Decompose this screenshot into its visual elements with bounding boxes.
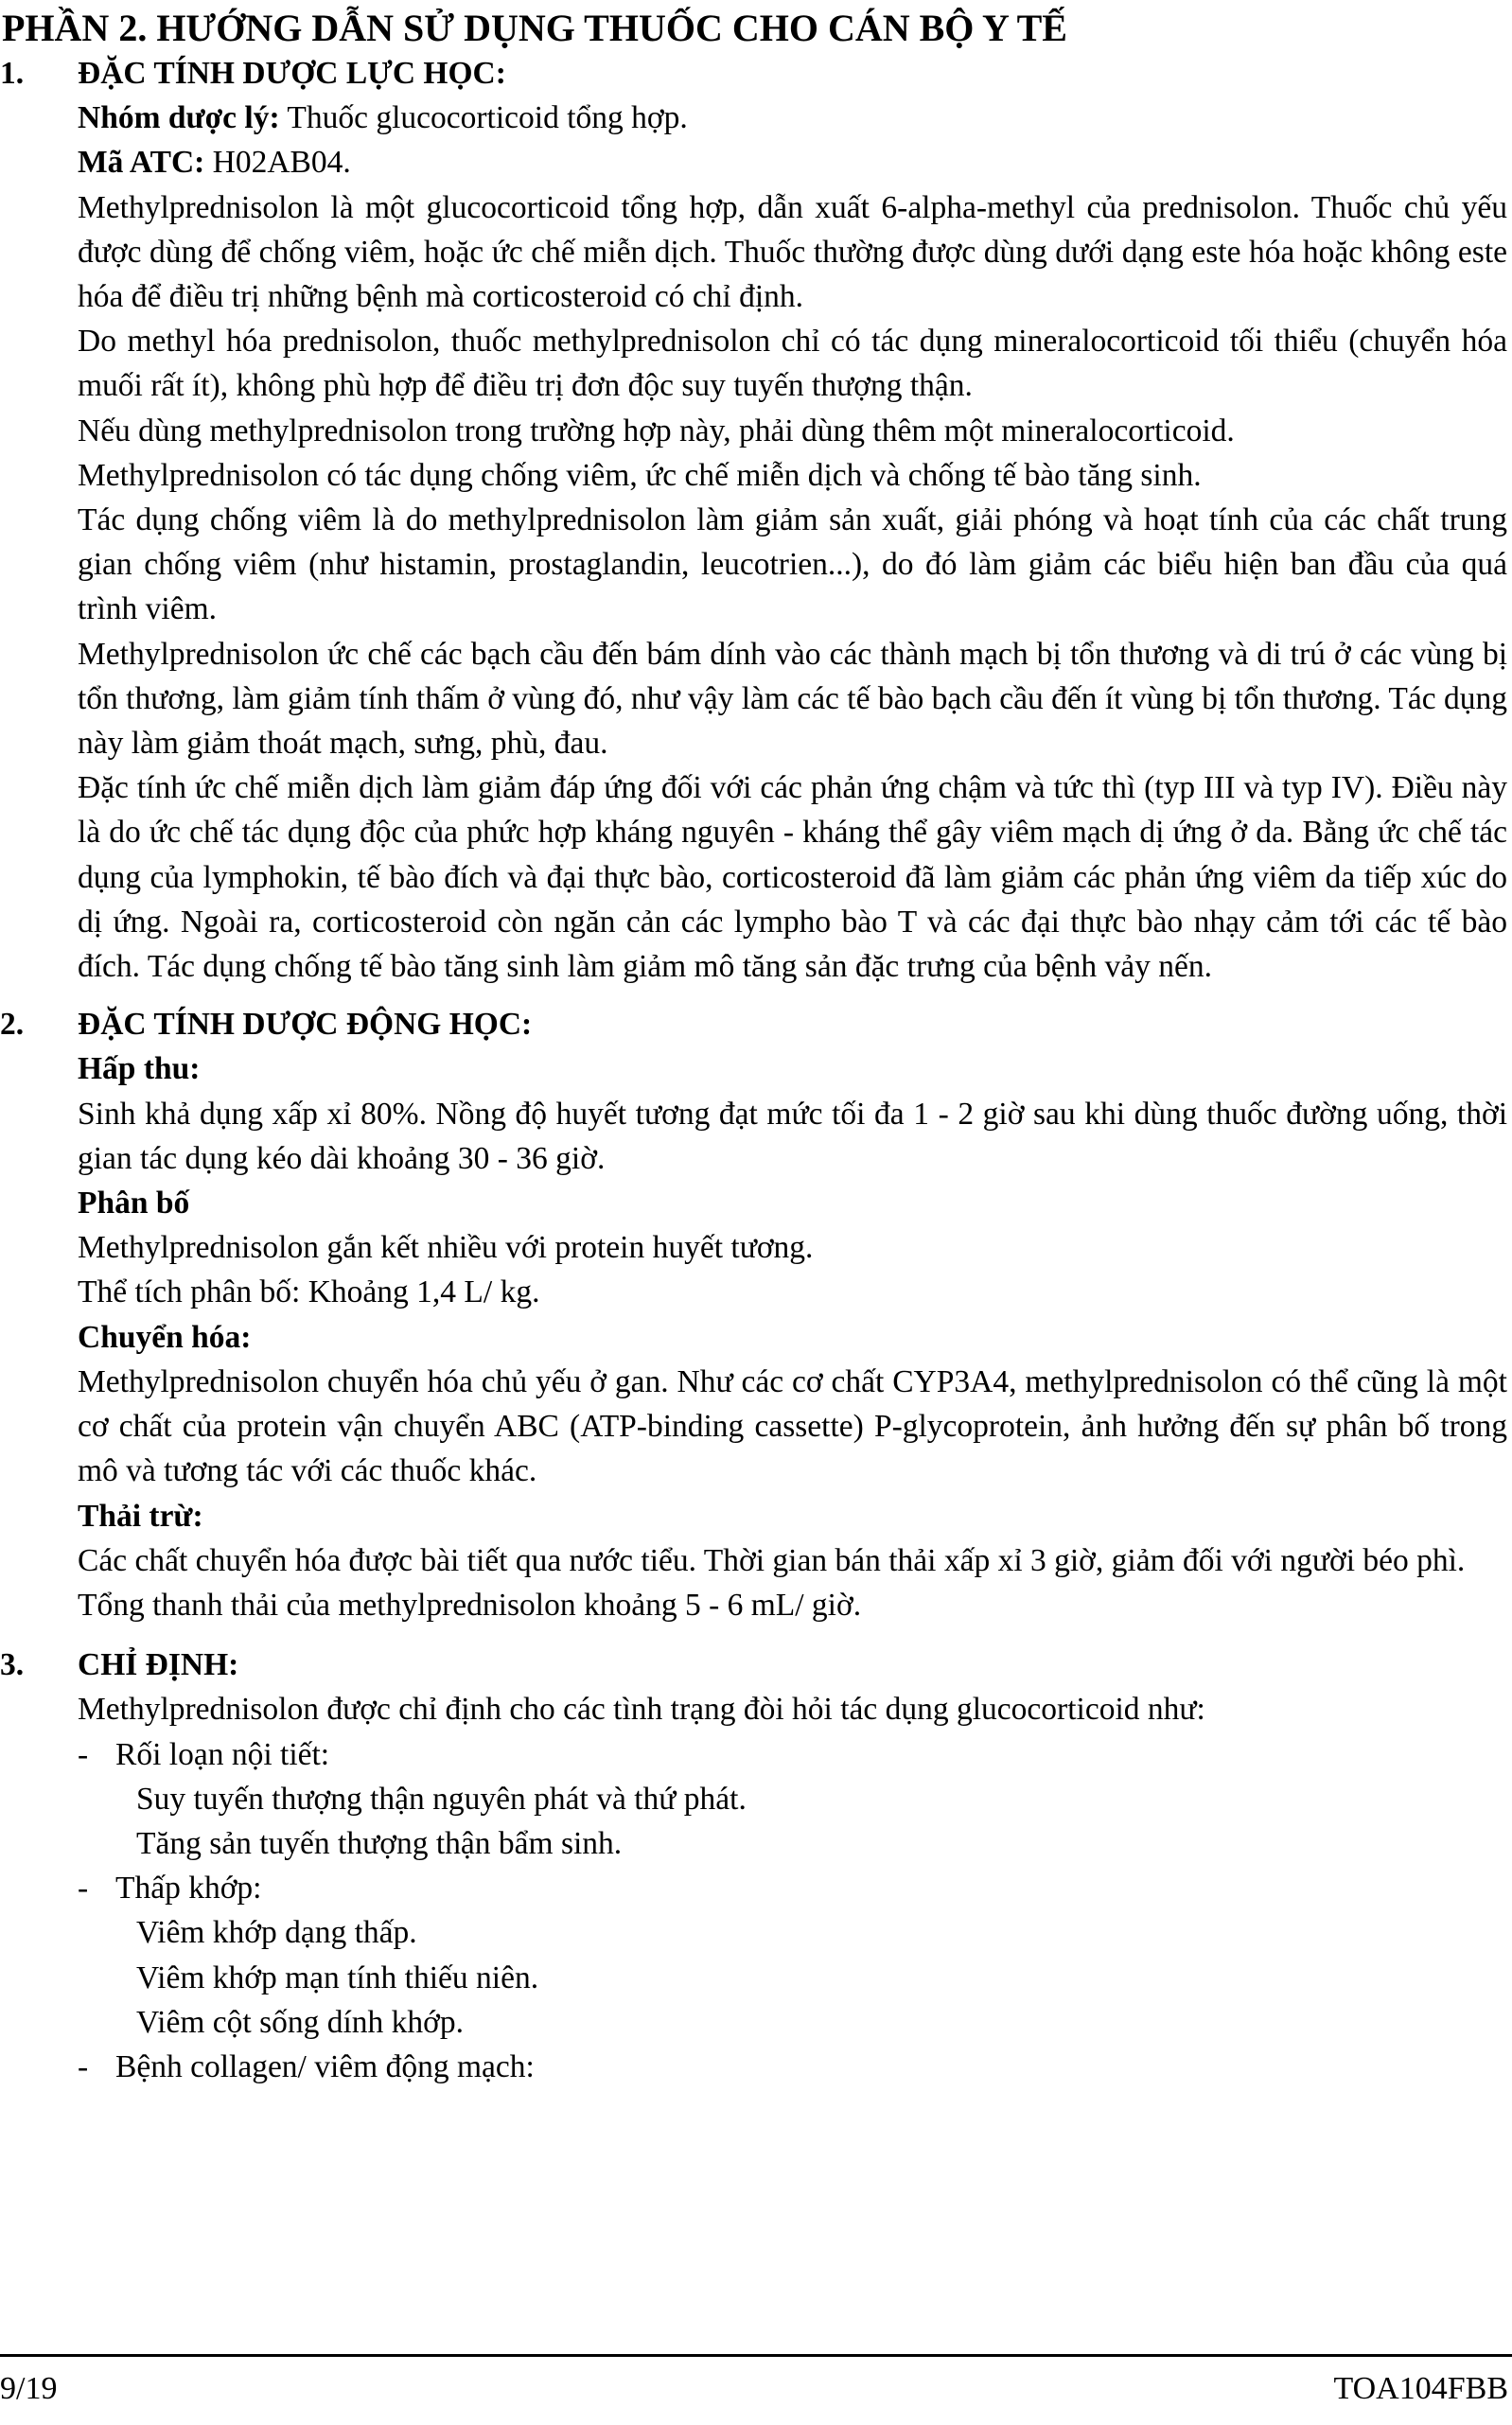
absorption-text: Sinh khả dụng xấp xỉ 80%. Nồng độ huyết tương đạt mức tối đa 1 - 2 giờ sau khi dùng thuốc đường uống, thời gian tác dụng kéo dài khoảng 30 - 36 giờ. (78, 1096, 1507, 1176)
page-footer (0, 2354, 1512, 2425)
absorption-heading: Hấp thu: (78, 1051, 201, 1087)
metabolism-text: Methylprednisolon chuyển hóa chủ yếu ở gan. Như các cơ chất CYP3A4, methylprednisolon có thể cũng là một cơ chất của protein vận chuyển ABC (ATP-binding cassette) P-glycoprotein, ảnh hưởng đến sự phân bố trong mô và tương tác với các thuốc khác. (78, 1363, 1507, 1489)
section-2-title: ĐẶC TÍNH DƯỢC ĐỘNG HỌC: (78, 1007, 533, 1043)
indication-item: Viêm cột sống dính khớp. (136, 2004, 465, 2040)
indication-group-endocrine (0, 1732, 1512, 1777)
paragraph: Nếu dùng methylprednisolon trong trường hợp này, phải dùng thêm một mineralocorticoid. (78, 413, 1235, 448)
distribution-text: Methylprednisolon gắn kết nhiều với protein huyết tương. (78, 1230, 814, 1266)
page-number: 9/19 (0, 2371, 58, 2406)
indication-item: Suy tuyến thượng thận nguyên phát và thứ phát. (136, 1781, 747, 1817)
atc-code-value: H02AB04. (204, 145, 351, 181)
section-spacer (0, 989, 1512, 1002)
section-1-title: ĐẶC TÍNH DƯỢC LỰC HỌC: (78, 56, 506, 91)
indication-group-collagen (0, 2045, 1512, 2089)
distribution-heading: Phân bố (78, 1186, 190, 1221)
section-3-number: 3. (0, 1647, 25, 1683)
section-2-number: 2. (0, 1007, 25, 1043)
section-3-heading (0, 1643, 1512, 1687)
section-1-number: 1. (0, 56, 25, 91)
indication-item: Tăng sản tuyến thượng thận bẩm sinh. (136, 1825, 623, 1861)
section-2-body (0, 1046, 1512, 1627)
indications-intro: Methylprednisolon được chỉ định cho các tình trạng đòi hỏi tác dụng glucocorticoid như: (78, 1692, 1205, 1728)
dash-bullet: - (78, 1736, 89, 1772)
section-3-title: CHỈ ĐỊNH: (78, 1647, 239, 1683)
indication-group-label: Rối loạn nội tiết: (115, 1736, 330, 1772)
paragraph: Tác dụng chống viêm là do methylprednisolon làm giảm sản xuất, giải phóng và hoạt tính của các chất trung gian chống viêm (như histamin, prostaglandin, leucotrien...), do đó làm giảm các biểu hiện ban đầu của quá trình viêm. (78, 502, 1507, 627)
pharmacological-group-value: Thuốc glucocorticoid tổng hợp. (279, 100, 688, 136)
section-2-heading (0, 1002, 1512, 1046)
document-body (0, 6, 1512, 2089)
metabolism-heading: Chuyển hóa: (78, 1319, 252, 1355)
pharmacological-group (78, 96, 1507, 140)
atc-code (78, 140, 1507, 185)
paragraph: Đặc tính ức chế miễn dịch làm giảm đáp ứng đối với các phản ứng chậm và tức thì (typ III và typ IV). Điều này là do ức chế tác dụng độc của phức hợp kháng nguyên - kháng thể gây viêm mạch dị ứng ở da. Bằng ức chế tác dụng của lymphokin, tế bào đích và đại thực bào, corticosteroid đã làm giảm các phản ứng viêm da tiếp xúc do dị ứng. Ngoài ra, corticosteroid còn ngăn cản các lympho bào T và các đại thực bào nhạy cảm tới các tế bào đích. Tác dụng chống tế bào tăng sinh làm giảm mô tăng sản đặc trưng của bệnh vảy nến. (78, 770, 1507, 985)
section-spacer (0, 1627, 1512, 1643)
document-code: TOA104FBB (1333, 2371, 1508, 2406)
indication-item: Viêm khớp dạng thấp. (136, 1915, 417, 1951)
section-1-body (0, 96, 1512, 989)
paragraph: Methylprednisolon ức chế các bạch cầu đến bám dính vào các thành mạch bị tổn thương và di trú ở các vùng bị tổn thương, làm giảm tính thấm ở vùng đó, như vậy làm các tế bào bạch cầu đến ít vùng bị tổn thương. Tác dụng này làm giảm thoát mạch, sưng, phù, đau. (78, 636, 1507, 762)
elimination-heading: Thải trừ: (78, 1498, 203, 1534)
indication-item: Viêm khớp mạn tính thiếu niên. (136, 1959, 539, 1995)
dash-bullet: - (78, 1871, 89, 1907)
section-1-heading (0, 51, 1512, 96)
paragraph: Do methyl hóa prednisolon, thuốc methylprednisolon chỉ có tác dụng mineralocorticoid tối thiểu (chuyển hóa muối rất ít), không phù hợp để điều trị đơn độc suy tuyến thượng thận. (78, 324, 1507, 404)
indication-group-label: Bệnh collagen/ viêm động mạch: (115, 2048, 535, 2084)
dash-bullet: - (78, 2048, 89, 2084)
elimination-text: Các chất chuyển hóa được bài tiết qua nước tiểu. Thời gian bán thải xấp xỉ 3 giờ, giảm đối với người béo phì. (78, 1542, 1466, 1578)
page-title: PHẦN 2. HƯỚNG DẪN SỬ DỤNG THUỐC CHO CÁN BỘ Y TẾ (2, 7, 1067, 49)
paragraph: Methylprednisolon có tác dụng chống viêm, ức chế miễn dịch và chống tế bào tăng sinh. (78, 457, 1202, 493)
indication-group-label: Thấp khớp: (115, 1871, 262, 1907)
clearance-text: Tổng thanh thải của methylprednisolon khoảng 5 - 6 mL/ giờ. (78, 1587, 862, 1623)
atc-code-label: Mã ATC: (78, 145, 205, 181)
paragraph: Methylprednisolon là một glucocorticoid tổng hợp, dẫn xuất 6-alpha-methyl của prednisolon. Thuốc chủ yếu được dùng để chống viêm, hoặc ức chế miễn dịch. Thuốc thường được dùng dưới dạng este hóa hoặc không este hóa để điều trị những bệnh mà corticosteroid có chỉ định. (78, 189, 1507, 315)
distribution-volume: Thể tích phân bố: Khoảng 1,4 L/ kg. (78, 1274, 540, 1310)
pharmacological-group-label: Nhóm dược lý: (78, 100, 280, 136)
indication-group-rheumatic (0, 1866, 1512, 1910)
